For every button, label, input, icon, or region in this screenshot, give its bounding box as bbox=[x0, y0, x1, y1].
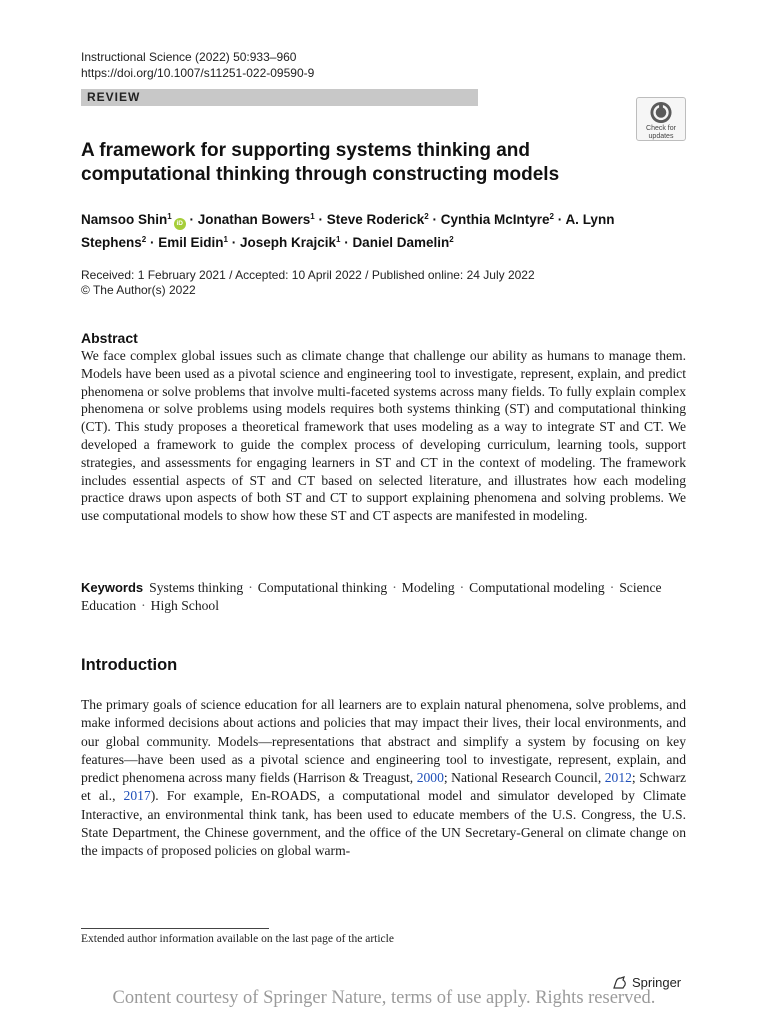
intro-text-4: ). For example, En-ROADS, a computational model and simulator developed by Climate Interactive, an environmental think tank, has been used to educate members of the U.S. Congress, the U.S. State Department, the Chinese government, and the office of the UN Secretary-General on climate change on the impacts of proposed policies on global warm- bbox=[81, 788, 686, 859]
keyword-item: Modeling bbox=[401, 580, 455, 595]
citation-link[interactable]: 2000 bbox=[416, 770, 444, 786]
author-separator: · bbox=[227, 235, 240, 250]
badge-line-2: updates bbox=[648, 133, 674, 140]
publisher-name: Springer bbox=[632, 975, 682, 990]
keyword-separator: · bbox=[141, 597, 146, 613]
author-name[interactable]: Namsoo Shin bbox=[81, 212, 168, 227]
author-separator: · bbox=[314, 212, 327, 227]
author-name[interactable]: Joseph Krajcik bbox=[239, 235, 336, 250]
keyword-separator: · bbox=[459, 580, 465, 595]
author-separator: · bbox=[185, 212, 198, 227]
author-separator: · bbox=[553, 212, 566, 227]
keyword-item: High School bbox=[150, 597, 220, 613]
citation-link[interactable]: 2012 bbox=[604, 770, 632, 786]
article-type-bar: REVIEW bbox=[81, 89, 478, 106]
author-list bbox=[81, 207, 641, 253]
abstract-heading: Abstract bbox=[81, 330, 138, 346]
author-separator: · bbox=[428, 212, 441, 227]
check-for-updates-badge[interactable] bbox=[636, 97, 686, 141]
author-affiliation: 2 bbox=[141, 235, 147, 244]
publication-dates bbox=[81, 268, 535, 298]
courtesy-notice: Content courtesy of Springer Nature, terms of use apply. Rights reserved. bbox=[112, 988, 656, 1008]
author-affiliation: 2 bbox=[424, 212, 429, 221]
keyword-separator: · bbox=[392, 580, 397, 595]
author-affiliation: 2 bbox=[549, 212, 554, 221]
copyright: © The Author(s) 2022 bbox=[81, 283, 196, 297]
orcid-icon[interactable]: iD bbox=[174, 218, 186, 230]
author-name[interactable]: Emil Eidin bbox=[158, 235, 224, 250]
introduction-text bbox=[81, 696, 686, 861]
check-updates-icon bbox=[649, 101, 673, 124]
author-separator: · bbox=[146, 235, 159, 250]
author-name[interactable]: Cynthia McIntyre bbox=[440, 212, 550, 227]
author-affiliation: 1 bbox=[167, 212, 172, 221]
journal-citation: Instructional Science (2022) 50:933–960 bbox=[81, 50, 297, 64]
article-title: A framework for supporting systems thinking and computational thinking through constructing models bbox=[81, 140, 560, 185]
author-separator: · bbox=[340, 235, 353, 250]
citation-link[interactable]: 2017 bbox=[123, 788, 151, 804]
intro-text-2: ; National Research Council, bbox=[443, 770, 605, 786]
doi-link[interactable]: https://doi.org/10.1007/s11251-022-09590-9 bbox=[81, 66, 315, 80]
footnote-divider bbox=[81, 928, 269, 929]
keyword-separator: · bbox=[248, 580, 253, 595]
keyword-separator: · bbox=[609, 580, 615, 595]
badge-line-1: Check for bbox=[646, 125, 676, 132]
author-affiliation: 1 bbox=[223, 235, 228, 244]
keywords-label: Keywords bbox=[81, 580, 144, 595]
intro-text-1: The primary goals of science education for all learners are to explain natural phenomena, solve problems, and make informed decisions about actions and policies that may impact their lives, their local environments, and our global community. Models—representations that abstract and simplify a system by focusing on key features—have been used as a pivotal science and engineering tool to investigate, represent, explain, and predict phenomena across many fields (Harrison & Treagust, bbox=[81, 697, 686, 786]
author-name[interactable]: Daniel Damelin bbox=[352, 235, 450, 250]
introduction-heading: Introduction bbox=[81, 656, 178, 674]
keyword-item: Systems thinking bbox=[149, 580, 244, 595]
keyword-item: Computational modeling bbox=[469, 580, 605, 595]
keywords bbox=[81, 579, 686, 615]
journal-header bbox=[81, 49, 314, 81]
keyword-item: Science Education bbox=[81, 580, 662, 613]
author-affiliation: 1 bbox=[310, 212, 315, 221]
abstract-text: We face complex global issues such as climate change that challenge our ability as humans to manage them. Models have been used as a pivotal science and engineering tool to investigate, represent, explain, and predict phenomena or solve problems that involve multi-faceted systems across many fields. To fully explain complex phenomena or solve problems using models requires both systems thinking (ST) and computational thinking (CT). This study proposes a theoretical framework that uses modeling as a way to integrate ST and CT. We developed a framework to guide the complex process of developing curriculum, learning tools, support strategies, and assessments for engaging learners in ST and CT in the context of modeling. The framework includes essential aspects of ST and CT based on selected literature, and illustrates how each modeling practice draws upon aspects of both ST and CT to support explaining phenomena and solving problems. We use computational models to show how these ST and CT aspects are manifested in modeling. bbox=[81, 348, 686, 524]
author-name[interactable]: Steve Roderick bbox=[326, 212, 425, 227]
author-name[interactable]: A. Lynn Stephens bbox=[81, 212, 615, 250]
author-name[interactable]: Jonathan Bowers bbox=[197, 212, 311, 227]
intro-text-3: ; Schwarz et al., bbox=[81, 770, 687, 804]
date-history: Received: 1 February 2021 / Accepted: 10 April 2022 / Published online: 24 July 2022 bbox=[81, 268, 535, 282]
footnote: Extended author information available on the last page of the article bbox=[81, 933, 394, 945]
author-affiliation: 2 bbox=[449, 235, 454, 244]
keyword-item: Computational thinking bbox=[257, 580, 388, 595]
author-affiliation: 1 bbox=[335, 235, 341, 244]
